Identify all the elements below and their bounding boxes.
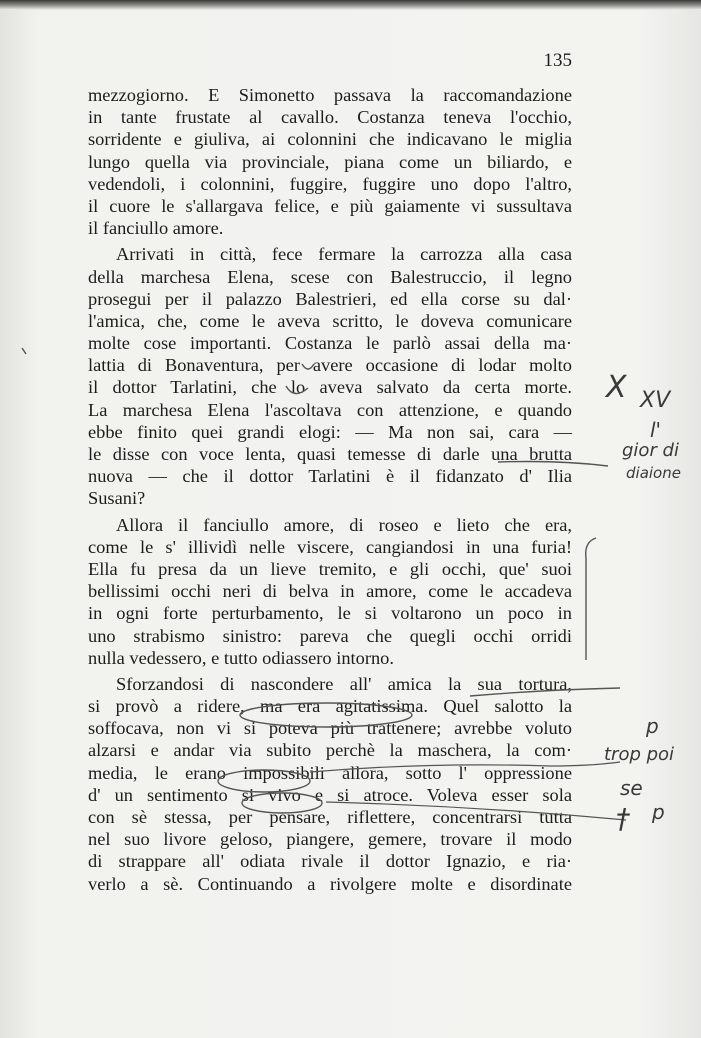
text-line: il fanciullo amore. [88,218,224,239]
margin-tick-mark [22,348,26,354]
text-line: della marchesa Elena, scese con Balestruccio, il legno [88,266,572,287]
paragraph [88,514,572,669]
paragraph [88,84,572,239]
text-line: molte cose importanti. Costanza le parlò assai della ma· [88,333,572,354]
text-line: ebbe finito quei grandi elogi: — Ma non sai, cara — [88,421,572,442]
text-line: lungo quella via provinciale, piana come un biliardo, e [88,151,572,172]
text-line: nel suo livore geloso, piangere, gemere, trovare il modo [88,829,572,850]
text-line: lattia di Bonaventura, per avere occasione di lodar molto [88,355,572,376]
text-line: vedendoli, i colonnini, fuggire, fuggire uno dopo l'altro, [88,173,572,194]
text-line: Arrivati in città, fece fermare la carrozza alla casa [116,244,572,265]
text-line: come le s' illividì nelle viscere, cangiandosi in una furia! [88,536,572,557]
margin-note: se [620,776,643,800]
text-line: soffocava, non vi si poteva più trattenere; avrebbe voluto [88,718,572,739]
text-line: nulla vedessero, e tutto odiassero intorno. [88,647,394,668]
margin-bracket-mark [586,538,596,660]
text-line: il dottor Tarlatini, che lo aveva salvato da certa morte. [88,377,572,398]
text-line: Sforzandosi di nascondere all' amica la sua tortura, [116,673,572,694]
text-line: si provò a ridere, ma era agitatissima. Quel salotto la [88,696,572,717]
text-line: le disse con voce lenta, quasi temesse di darle una brutta [88,444,572,464]
text-line: in tante frustate al cavallo. Costanza teneva l'occhio, [88,107,572,128]
text-line: di strappare all' odiata rivale il dottor Ignazio, e ria· [88,851,572,872]
text-line: nuova — che il dottor Tarlatini è il fidanzato d' Ilia [88,466,572,487]
margin-note: p [652,800,665,824]
text-line: Ella fu presa da un lieve tremito, e gli occhi, que' suoi [88,558,572,579]
margin-note: diaione [626,464,681,482]
text-line: prosegui per il palazzo Balestrieri, ed ella corse su dal· [88,288,572,309]
text-line: d' un sentimento si vivo e si atroce. Voleva esser sola [88,784,572,805]
text-line: La marchesa Elena l'ascoltava con attenzione, e quando [88,399,572,420]
text-line: Allora il fanciullo amore, di roseo e lieto che era, [116,514,572,535]
text-line: il cuore le s'allargava felice, e più gaiamente vi sussultava [88,195,572,216]
text-line: sorridente e giuliva, ai colonnini che indicavano le miglia [88,129,572,150]
text-line: bellissimi occhi neri di belva in amore, come le accadeva [88,581,572,602]
page-top-edge [0,0,701,10]
margin-note: gior di [622,440,679,461]
margin-note: p [646,714,659,738]
paragraph [88,243,572,509]
text-line: uno strabismo sinistro: pareva che quegli occhi orridi [88,625,572,646]
text-line: verlo a sè. Continuando a rivolgere molte e disordinate [88,873,572,894]
margin-note: X [606,370,627,405]
margin-note: l' [650,418,662,442]
text-line: mezzogiorno. E Simonetto passava la raccomandazione [88,85,572,105]
paragraph [88,673,572,895]
page-number: 135 [543,50,572,71]
text-line: in ogni forte perturbamento, le si voltarono un poco in [88,603,572,624]
text-line: media, le erano impossibili allora, sotto l' oppressione [88,762,572,783]
margin-note: XV [640,388,671,413]
text-line: alzarsi e andar via subito perchè la maschera, la com· [88,740,572,761]
text-line: l'amica, che, come le aveva scritto, le doveva comunicare [88,310,572,331]
text-line: con sè stessa, per pensare, riflettere, concentrarsi tutta [88,807,572,827]
text-line: Susani? [88,488,146,509]
body-text [88,84,572,895]
margin-note: trop poi [604,744,675,765]
margin-note: † [616,802,630,835]
